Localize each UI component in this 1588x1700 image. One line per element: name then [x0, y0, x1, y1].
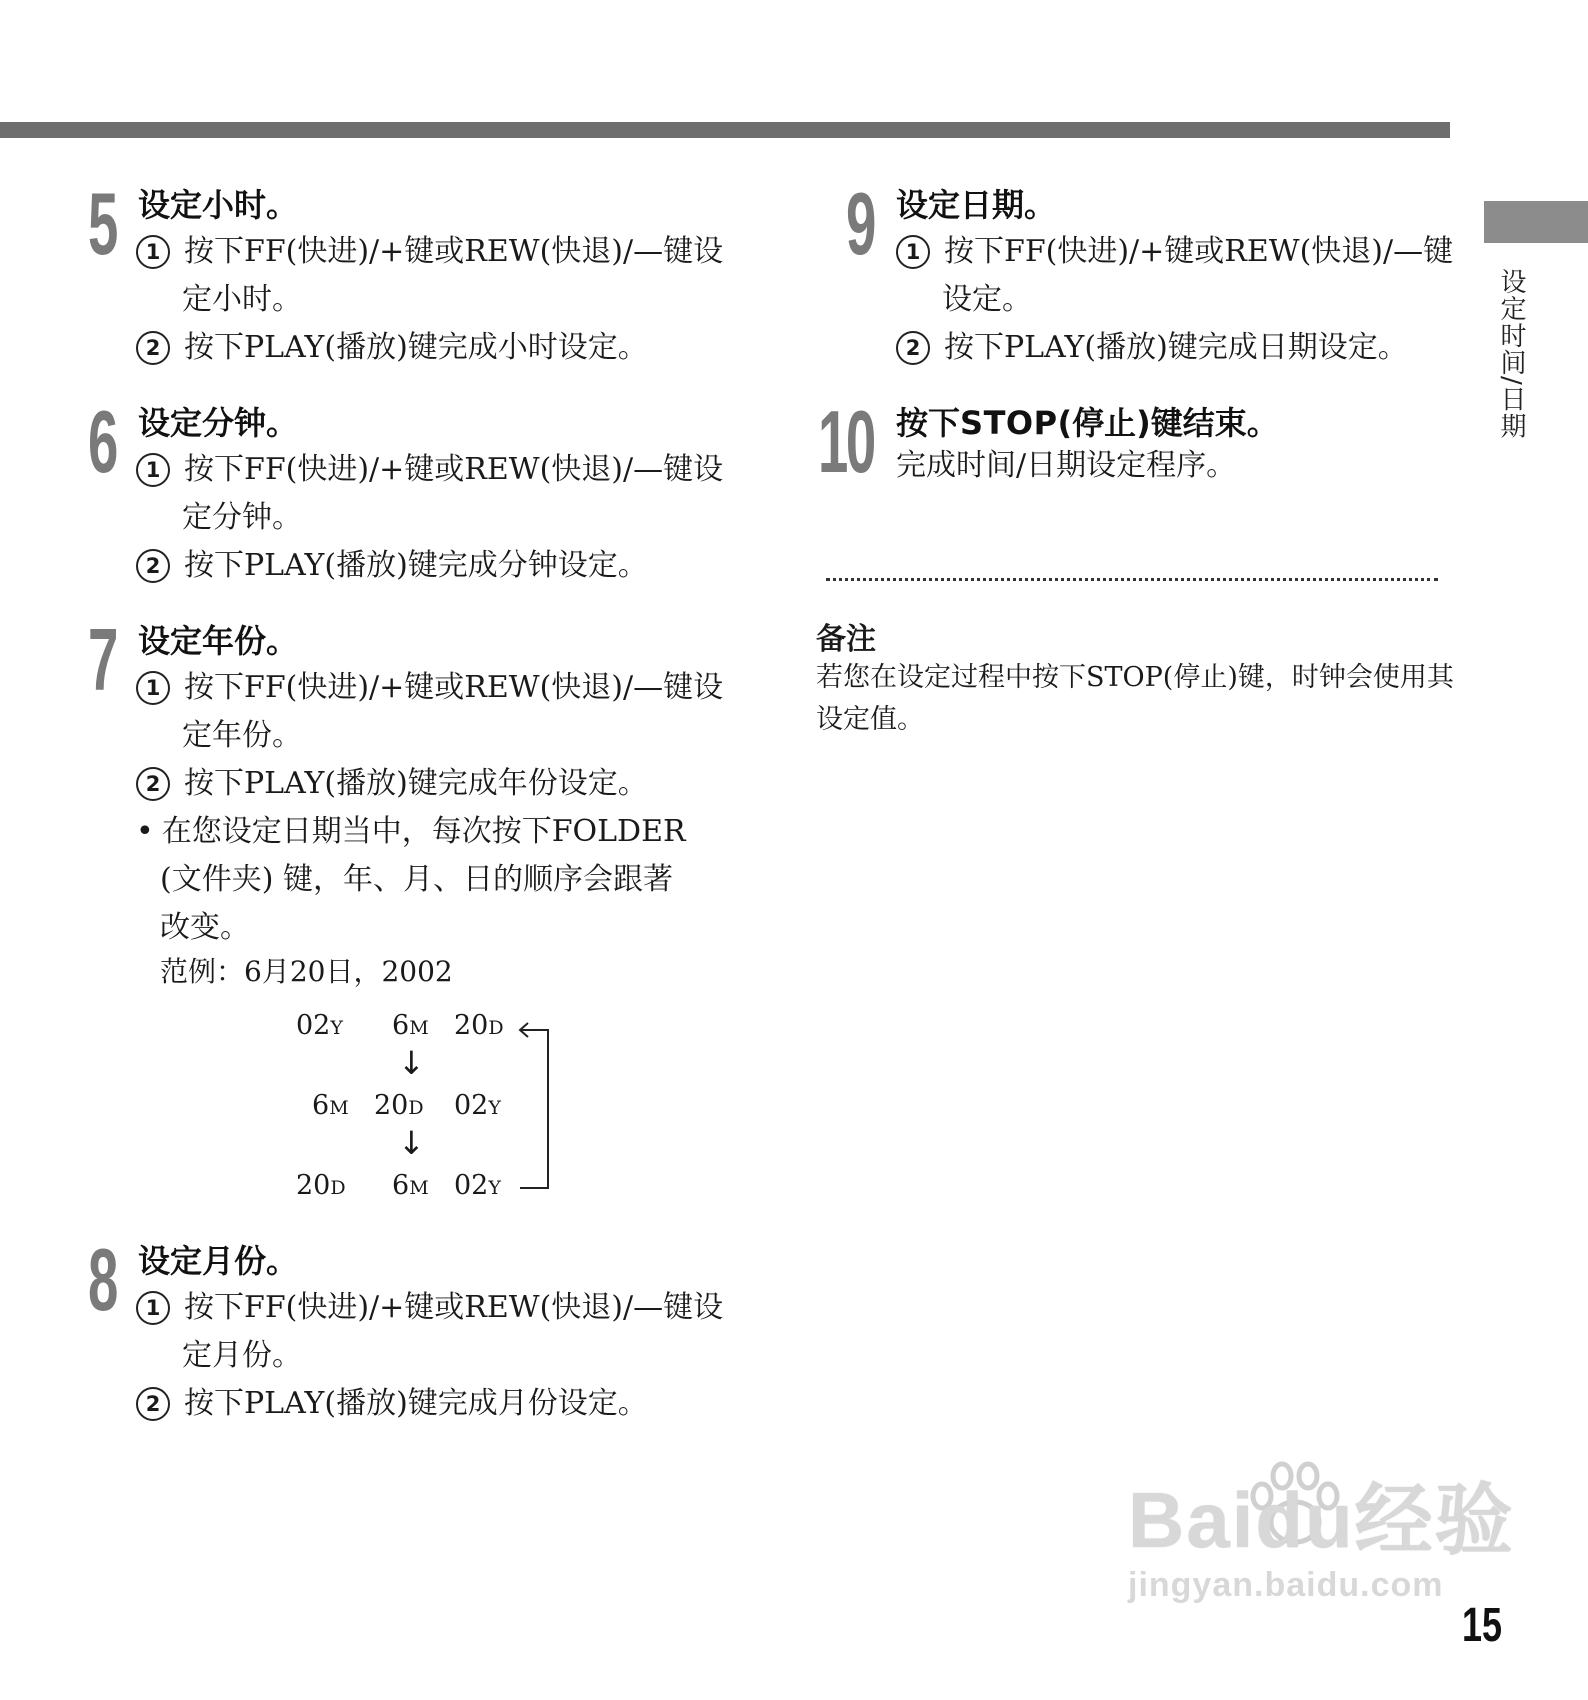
step-title-5: 设定小时。 — [138, 186, 299, 224]
step-number-8: 8 — [88, 1230, 116, 1329]
step-7-item-1-cont: 定年份。 — [182, 718, 302, 753]
step-5-item-1-cont: 定小时。 — [182, 282, 302, 317]
cycle-return-arrow-icon — [512, 1018, 552, 1198]
diagram-row-2-year: 02Y — [454, 1090, 501, 1121]
step-8-item-1: 1 按下FF(快进)/+键或REW(快退)/—键设 — [136, 1284, 723, 1332]
circled-one-icon: 1 — [136, 1291, 170, 1325]
diagram-row-2-day: 20D — [374, 1090, 424, 1121]
step-10-description: 完成时间/日期设定程序。 — [896, 448, 1237, 483]
step-6-item-2: 2 按下PLAY(播放)键完成分钟设定。 — [136, 542, 648, 590]
watermark-brand: Baidu经验 — [1128, 1476, 1515, 1564]
bullet-icon: • — [136, 814, 154, 849]
down-arrow-icon: ↓ — [398, 1044, 425, 1082]
section-tab — [1484, 201, 1588, 243]
step-9-item-1: 1 按下FF(快进)/+键或REW(快退)/—键 — [896, 228, 1453, 276]
watermark — [1128, 1458, 1515, 1605]
step-number-9: 9 — [846, 174, 874, 273]
step-number-5: 5 — [88, 174, 116, 273]
note-title: 备注 — [816, 622, 876, 657]
diagram-row-3-day: 20D — [296, 1170, 346, 1201]
note-body: 若您在设定过程中按下STOP(停止)键，时钟会使用其设定值。 — [816, 662, 1454, 735]
step-5-item-1: 1 按下FF(快进)/+键或REW(快退)/—键设 — [136, 228, 723, 276]
step-7-item-1: 1 按下FF(快进)/+键或REW(快退)/—键设 — [136, 664, 723, 712]
circled-one-icon: 1 — [136, 671, 170, 705]
step-7-bullet: • 在您设定日期当中，每次按下FOLDER — [136, 814, 686, 849]
diagram-row-1-year: 02Y — [296, 1010, 343, 1041]
step-title-10: 按下STOP(停止)键结束。 — [896, 404, 1279, 442]
step-number-7: 7 — [88, 610, 116, 709]
circled-two-icon: 2 — [896, 331, 930, 365]
step-7-item-2: 2 按下PLAY(播放)键完成年份设定。 — [136, 760, 648, 808]
circled-two-icon: 2 — [136, 549, 170, 583]
header-rule — [0, 122, 1450, 138]
step-9-item-1-cont: 设定。 — [942, 282, 1032, 317]
step-7-bullet-line2: (文件夹) 键，年、月、日的顺序会跟著 — [160, 862, 673, 897]
step-6-item-1-cont: 定分钟。 — [182, 500, 302, 535]
circled-one-icon: 1 — [136, 235, 170, 269]
page-number: 15 — [1462, 1599, 1503, 1652]
step-7-example: 范例：6月20日，2002 — [160, 955, 453, 988]
step-5-item-2: 2 按下PLAY(播放)键完成小时设定。 — [136, 324, 648, 372]
diagram-row-1-day: 20D — [454, 1010, 504, 1041]
step-title-6: 设定分钟。 — [138, 404, 299, 442]
step-number-6: 6 — [88, 392, 116, 491]
circled-one-icon: 1 — [136, 453, 170, 487]
step-8-item-1-cont: 定月份。 — [182, 1338, 302, 1373]
down-arrow-icon: ↓ — [398, 1124, 425, 1162]
step-title-7: 设定年份。 — [138, 622, 299, 660]
step-title-9: 设定日期。 — [896, 186, 1057, 224]
step-7-bullet-line3: 改变。 — [160, 910, 250, 945]
diagram-row-3-year: 02Y — [454, 1170, 501, 1201]
diagram-row-2-month: 6M — [312, 1090, 349, 1121]
step-8-item-2: 2 按下PLAY(播放)键完成月份设定。 — [136, 1380, 648, 1428]
circled-two-icon: 2 — [136, 767, 170, 801]
circled-two-icon: 2 — [136, 1387, 170, 1421]
step-9-item-2: 2 按下PLAY(播放)键完成日期设定。 — [896, 324, 1408, 372]
step-number-10: 10 — [818, 392, 874, 491]
watermark-url: jingyan.baidu.com — [1128, 1566, 1444, 1604]
circled-two-icon: 2 — [136, 331, 170, 365]
diagram-row-3-month: 6M — [392, 1170, 429, 1201]
note-divider — [826, 578, 1438, 581]
section-label: 设定时间/日期 — [1496, 268, 1526, 440]
diagram-row-1-month: 6M — [392, 1010, 429, 1041]
step-title-8: 设定月份。 — [138, 1242, 299, 1280]
step-6-item-1: 1 按下FF(快进)/+键或REW(快退)/—键设 — [136, 446, 723, 494]
circled-one-icon: 1 — [896, 235, 930, 269]
